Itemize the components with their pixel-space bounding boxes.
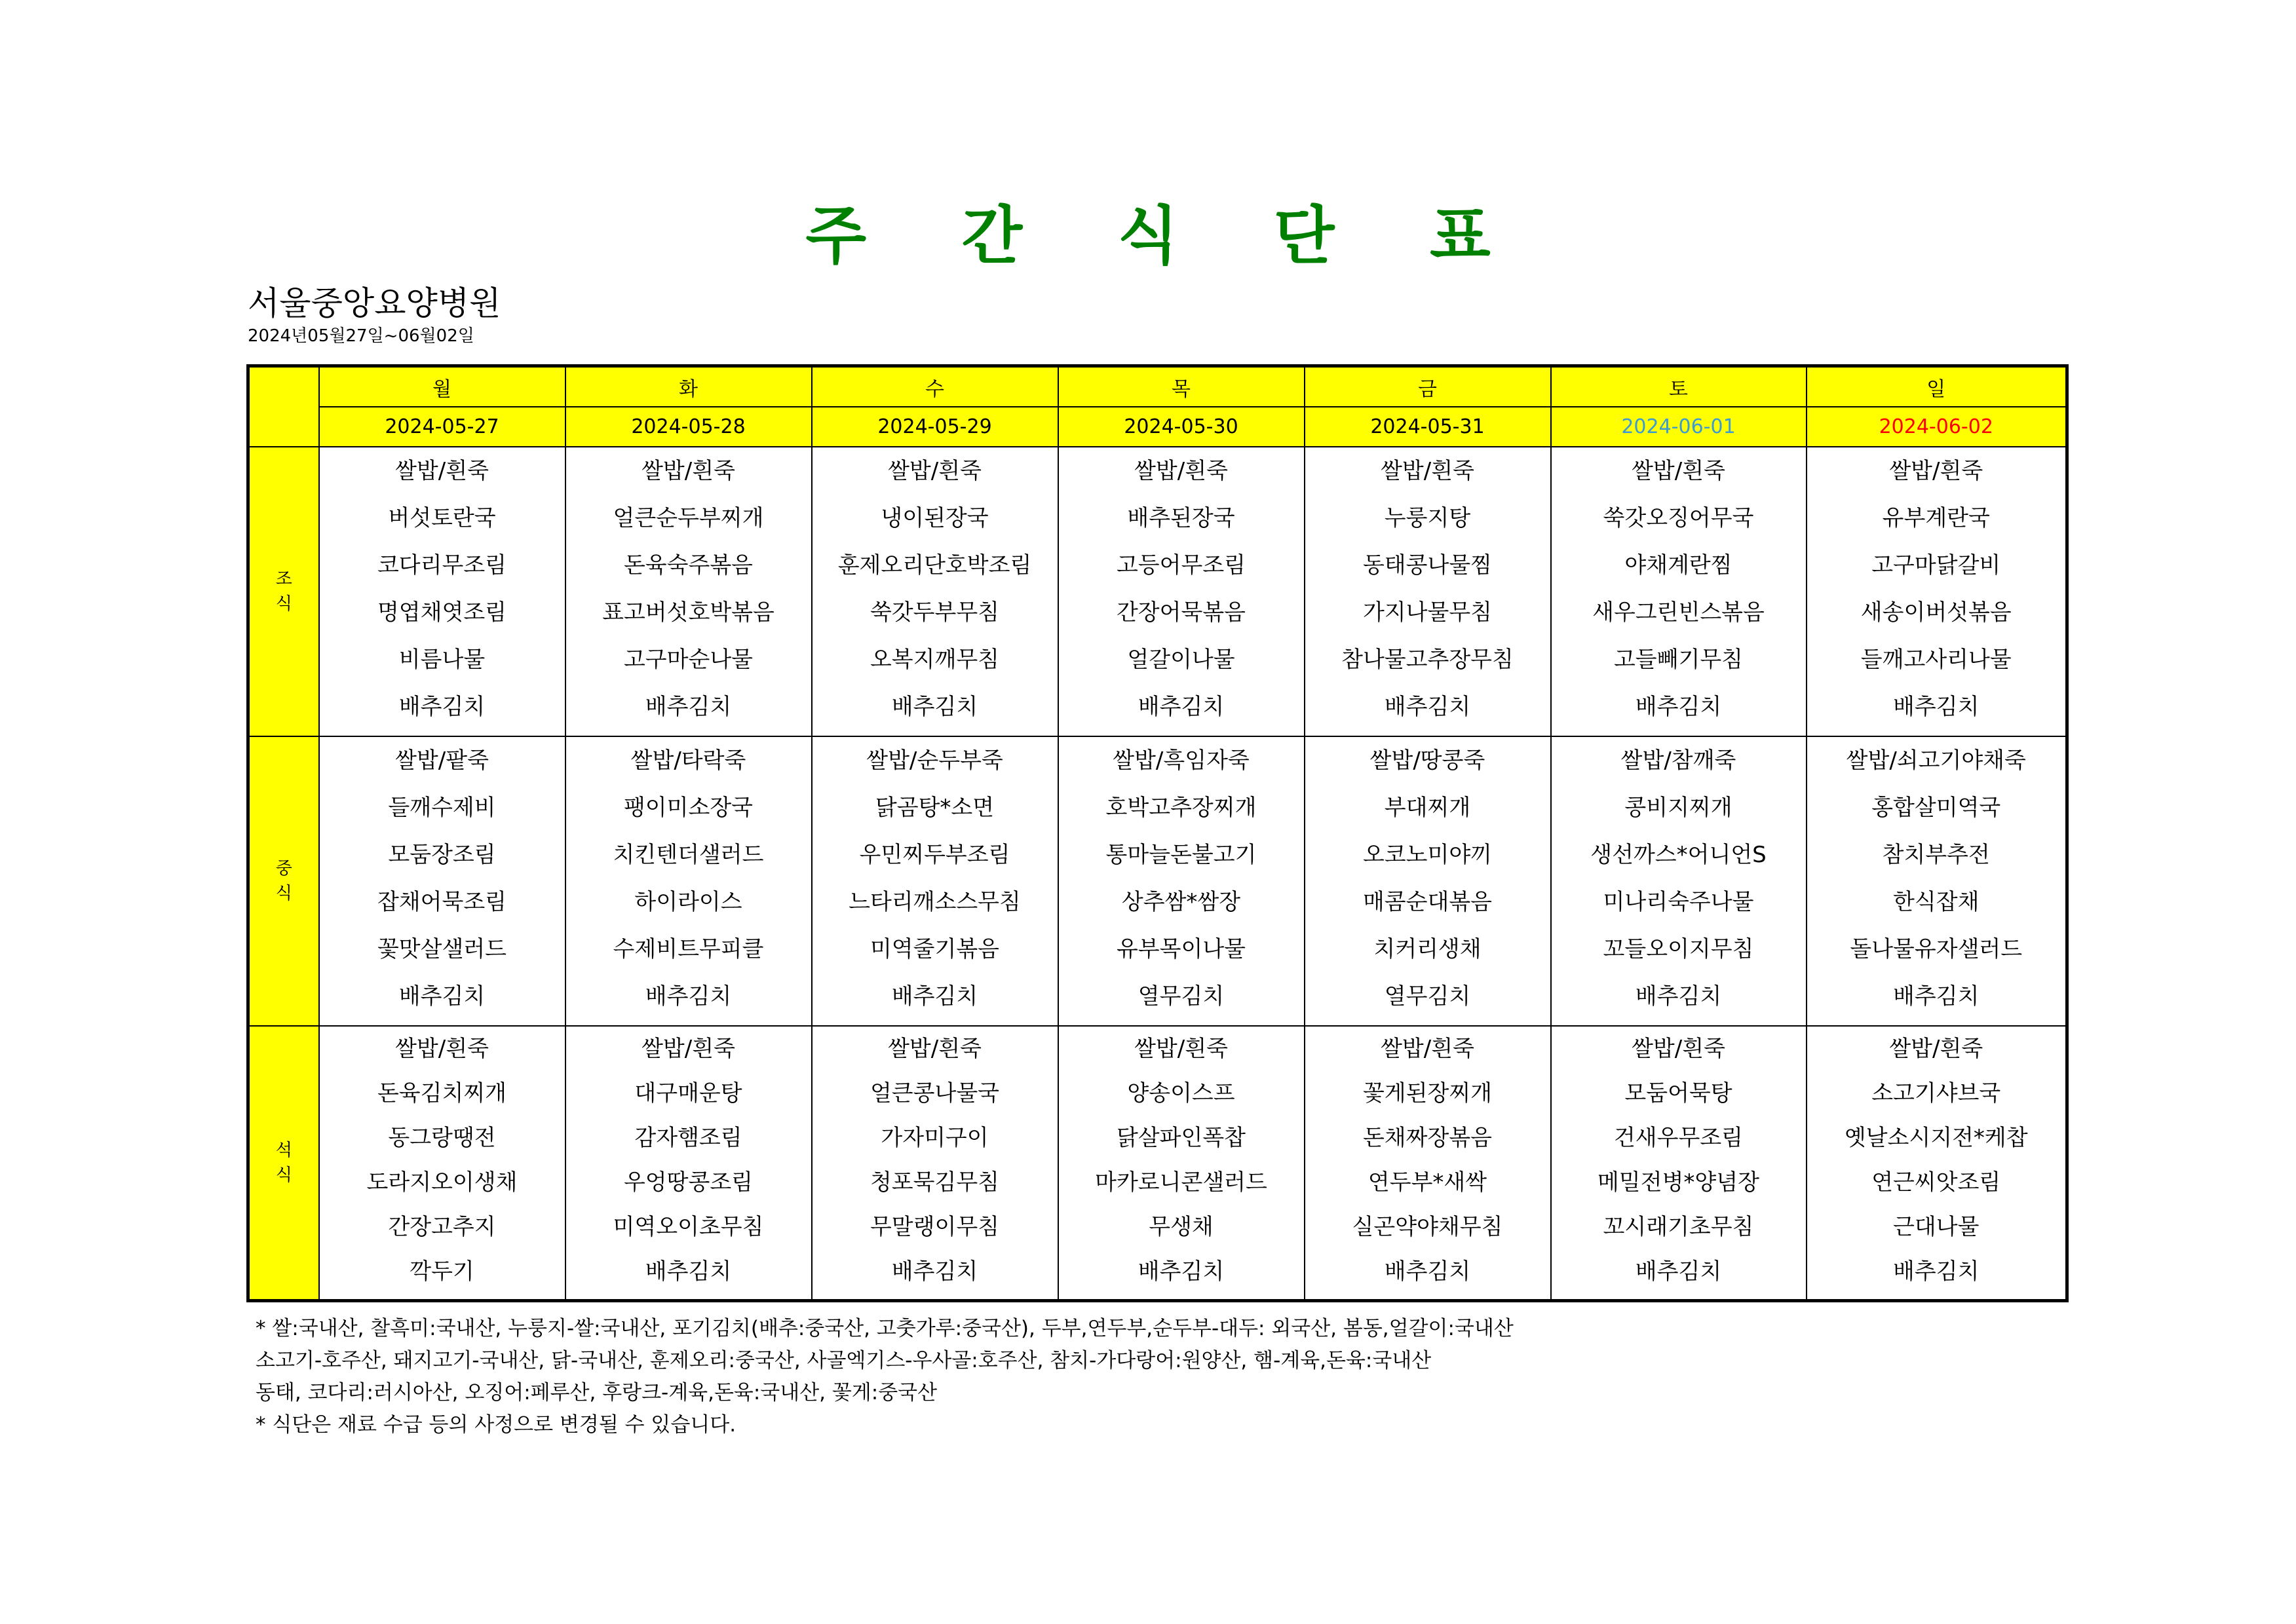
menu-item: 쑥갓두부무침 — [870, 599, 1000, 626]
menu-item: 쌀밥/흰죽 — [641, 458, 735, 485]
menu-item: 쌀밥/땅콩죽 — [1369, 747, 1485, 774]
menu-item: 배추김치 — [1893, 1258, 1980, 1285]
menu-item: 돌나물유자샐러드 — [1850, 936, 2023, 963]
menu-item: 소고기샤브국 — [1871, 1080, 2001, 1107]
menu-item: 가자미구이 — [881, 1125, 989, 1152]
day-date: 2024-05-28 — [565, 407, 812, 447]
menu-item: 양송이스프 — [1127, 1080, 1235, 1107]
menu-item: 수제비트무피클 — [613, 936, 764, 963]
day-name: 토 — [1551, 366, 1807, 407]
day-name: 월 — [319, 366, 565, 407]
menu-item: 배추김치 — [645, 1258, 732, 1285]
menu-item: 치커리생채 — [1373, 936, 1482, 963]
menu-item: 쌀밥/흰죽 — [1632, 458, 1725, 485]
meal-row — [248, 1026, 2067, 1300]
menu-item: 무생채 — [1149, 1214, 1214, 1241]
menu-item: 얼갈이나물 — [1127, 647, 1235, 673]
menu-item: 얼큰순두부찌개 — [613, 505, 764, 532]
menu-cell — [1305, 447, 1551, 736]
menu-item: 매콤순대볶음 — [1362, 889, 1493, 916]
menu-item: 쌀밥/타락죽 — [630, 747, 746, 774]
day-name-row — [248, 366, 2067, 407]
menu-item: 간장어묵볶음 — [1116, 599, 1246, 626]
menu-item: 돈육김치찌개 — [377, 1080, 507, 1107]
menu-item: 닭살파인폭찹 — [1116, 1125, 1246, 1152]
menu-item: 열무김치 — [1138, 983, 1225, 1010]
menu-item: 열무김치 — [1384, 983, 1471, 1010]
menu-item: 감자햄조림 — [634, 1125, 742, 1152]
menu-item: 표고버섯호박볶음 — [602, 599, 775, 626]
hospital-name: 서울중앙요양병원 — [248, 284, 501, 322]
menu-item: 훈제오리단호박조림 — [837, 552, 1032, 579]
menu-item: 배추김치 — [891, 1258, 978, 1285]
menu-item: 고구마닭갈비 — [1871, 552, 2001, 579]
meal-row — [248, 447, 2067, 736]
menu-item: 명엽채엿조림 — [377, 599, 507, 626]
note-line: * 쌀:국내산, 찰흑미:국내산, 누룽지-쌀:국내산, 포기김치(배추:중국산, 고춧가루:중국산), 두부,연두부,순두부-대두: 외국산, 봄동,얼갈이:국내산 — [256, 1317, 1514, 1340]
day-name: 금 — [1305, 366, 1551, 407]
menu-cell — [1551, 1026, 1807, 1300]
menu-item: 쌀밥/흰죽 — [888, 458, 982, 485]
menu-cell — [319, 1026, 565, 1300]
menu-item: 우엉땅콩조림 — [623, 1169, 754, 1196]
menu-cell — [812, 736, 1058, 1026]
day-name: 화 — [565, 366, 812, 407]
menu-item: 부대찌개 — [1384, 795, 1471, 821]
day-name: 수 — [812, 366, 1058, 407]
menu-item: 미역오이초무침 — [613, 1214, 764, 1241]
menu-item: 유부목이나물 — [1116, 936, 1246, 963]
menu-item: 연두부*새싹 — [1368, 1169, 1487, 1196]
menu-item: 배추김치 — [1635, 1258, 1722, 1285]
menu-item: 배추된장국 — [1127, 505, 1235, 532]
menu-item: 버섯토란국 — [388, 505, 496, 532]
menu-item: 배추김치 — [1138, 694, 1225, 721]
menu-item: 잡채어묵조림 — [377, 889, 507, 916]
menu-item: 쌀밥/흰죽 — [1134, 458, 1228, 485]
menu-item: 옛날소시지전*케찹 — [1844, 1125, 2028, 1152]
menu-cell — [1305, 1026, 1551, 1300]
menu-cell — [1058, 736, 1305, 1026]
menu-cell — [1305, 736, 1551, 1026]
header-corner — [248, 366, 319, 447]
menu-cell — [565, 736, 812, 1026]
menu-item: 돈육숙주볶음 — [623, 552, 754, 579]
menu-item: 메밀전병*양념장 — [1598, 1169, 1759, 1196]
menu-item: 배추김치 — [645, 694, 732, 721]
menu-item: 유부계란국 — [1882, 505, 1990, 532]
menu-item: 배추김치 — [1384, 1258, 1471, 1285]
day-date: 2024-05-30 — [1058, 407, 1305, 447]
menu-item: 배추김치 — [398, 694, 486, 721]
menu-item: 고들빼기무침 — [1613, 647, 1744, 673]
menu-item: 야채계란찜 — [1624, 552, 1732, 579]
menu-item: 배추김치 — [645, 983, 732, 1010]
menu-item: 배추김치 — [891, 983, 978, 1010]
day-date: 2024-06-02 — [1807, 407, 2067, 447]
menu-item: 상추쌈*쌈장 — [1121, 889, 1241, 916]
menu-cell — [1807, 736, 2067, 1026]
menu-item: 고구마순나물 — [623, 647, 754, 673]
menu-item: 쌀밥/흰죽 — [395, 458, 489, 485]
menu-item: 쌀밥/팥죽 — [395, 747, 489, 774]
menu-item: 모둠어묵탕 — [1624, 1080, 1732, 1107]
menu-item: 깍두기 — [410, 1258, 474, 1285]
menu-item: 쌀밥/흑임자죽 — [1113, 747, 1250, 774]
menu-item: 배추김치 — [1138, 1258, 1225, 1285]
menu-item: 참치부추전 — [1882, 842, 1990, 869]
day-date: 2024-05-31 — [1305, 407, 1551, 447]
menu-item: 쌀밥/순두부죽 — [866, 747, 1003, 774]
page-title: 주 간 식 단 표 — [805, 199, 1527, 273]
menu-item: 고등어무조림 — [1116, 552, 1246, 579]
menu-item: 꽃게된장찌개 — [1362, 1080, 1493, 1107]
menu-item: 근대나물 — [1893, 1214, 1980, 1241]
menu-item: 배추김치 — [1384, 694, 1471, 721]
note-line: 소고기-호주산, 돼지고기-국내산, 닭-국내산, 훈제오리:중국산, 사골엑기스-우사골:호주산, 참치-가다랑어:원양산, 햄-계육,돈육:국내산 — [256, 1349, 1432, 1372]
note-line: 동태, 코다리:러시아산, 오징어:페루산, 후랑크-계육,돈육:국내산, 꽃게:중국산 — [256, 1381, 938, 1405]
menu-item: 오복지깨무침 — [870, 647, 1000, 673]
menu-item: 배추김치 — [398, 983, 486, 1010]
menu-item: 홍합살미역국 — [1871, 795, 2001, 821]
menu-item: 꼬들오이지무침 — [1603, 936, 1754, 963]
meal-label: 석 식 — [248, 1026, 319, 1300]
meal-row — [248, 736, 2067, 1026]
menu-cell — [1551, 736, 1807, 1026]
menu-item: 미역줄기볶음 — [870, 936, 1000, 963]
menu-item: 팽이미소장국 — [623, 795, 754, 821]
menu-item: 가지나물무침 — [1362, 599, 1493, 626]
menu-cell — [319, 447, 565, 736]
menu-cell — [319, 736, 565, 1026]
menu-item: 쌀밥/흰죽 — [1381, 458, 1474, 485]
origin-notes — [256, 1313, 1514, 1441]
menu-item: 쌀밥/흰죽 — [1632, 1036, 1725, 1063]
menu-item: 쌀밥/흰죽 — [1134, 1036, 1228, 1063]
menu-item: 쌀밥/참깨죽 — [1620, 747, 1736, 774]
day-date: 2024-06-01 — [1551, 407, 1807, 447]
menu-cell — [1058, 447, 1305, 736]
menu-item: 배추김치 — [1893, 694, 1980, 721]
menu-item: 냉이된장국 — [881, 505, 989, 532]
menu-item: 새우그린빈스볶음 — [1592, 599, 1765, 626]
menu-cell — [565, 447, 812, 736]
menu-item: 동그랑땡전 — [388, 1125, 496, 1152]
menu-item: 통마늘돈불고기 — [1105, 842, 1257, 869]
menu-item: 비름나물 — [398, 647, 486, 673]
note-line: * 식단은 재료 수급 등의 사정으로 변경될 수 있습니다. — [256, 1413, 737, 1437]
menu-item: 배추김치 — [1635, 983, 1722, 1010]
menu-item: 꼬시래기초무침 — [1603, 1214, 1754, 1241]
menu-item: 콩비지찌개 — [1624, 795, 1732, 821]
menu-item: 대구매운탕 — [634, 1080, 742, 1107]
menu-item: 연근씨앗조림 — [1871, 1169, 2001, 1196]
menu-item: 쌀밥/흰죽 — [1889, 458, 1983, 485]
menu-item: 배추김치 — [891, 694, 978, 721]
menu-cell — [812, 447, 1058, 736]
menu-item: 쌀밥/흰죽 — [395, 1036, 489, 1063]
menu-item: 새송이버섯볶음 — [1860, 599, 2012, 626]
menu-cell — [565, 1026, 812, 1300]
menu-item: 청포묵김무침 — [870, 1169, 1000, 1196]
menu-item: 하이라이스 — [634, 889, 742, 916]
menu-item: 참나물고추장무침 — [1341, 647, 1514, 673]
menu-cell — [812, 1026, 1058, 1300]
menu-item: 치킨텐더샐러드 — [613, 842, 764, 869]
menu-item: 생선까스*어니언S — [1590, 842, 1767, 869]
menu-item: 누룽지탕 — [1384, 505, 1471, 532]
date-row — [248, 407, 2067, 447]
day-date: 2024-05-27 — [319, 407, 565, 447]
menu-item: 들깨고사리나물 — [1860, 647, 2012, 673]
menu-item: 돈채짜장볶음 — [1362, 1125, 1493, 1152]
menu-item: 도라지오이생채 — [366, 1169, 518, 1196]
menu-item: 얼큰콩나물국 — [870, 1080, 1000, 1107]
menu-cell — [1807, 1026, 2067, 1300]
menu-item: 쑥갓오징어무국 — [1603, 505, 1754, 532]
menu-item: 느타리깨소스무침 — [849, 889, 1021, 916]
menu-item: 모둠장조림 — [388, 842, 496, 869]
menu-item: 들깨수제비 — [388, 795, 496, 821]
menu-item: 코다리무조림 — [377, 552, 507, 579]
menu-item: 동태콩나물찜 — [1362, 552, 1493, 579]
menu-item: 배추김치 — [1893, 983, 1980, 1010]
menu-item: 건새우무조림 — [1613, 1125, 1744, 1152]
menu-item: 쌀밥/흰죽 — [1889, 1036, 1983, 1063]
day-name: 목 — [1058, 366, 1305, 407]
menu-period: 2024년05월27일~06월02일 — [248, 326, 474, 346]
menu-item: 호박고추장찌개 — [1105, 795, 1257, 821]
menu-item: 꽃맛살샐러드 — [377, 936, 507, 963]
day-name: 일 — [1807, 366, 2067, 407]
menu-item: 쌀밥/흰죽 — [1381, 1036, 1474, 1063]
menu-item: 닭곰탕*소면 — [875, 795, 995, 821]
menu-item: 미나리숙주나물 — [1603, 889, 1754, 916]
menu-cell — [1551, 447, 1807, 736]
menu-cell — [1807, 447, 2067, 736]
menu-item: 간장고추지 — [388, 1214, 496, 1241]
day-date: 2024-05-29 — [812, 407, 1058, 447]
menu-item: 쌀밥/흰죽 — [888, 1036, 982, 1063]
menu-item: 쌀밥/흰죽 — [641, 1036, 735, 1063]
menu-item: 한식잡채 — [1893, 889, 1980, 916]
weekly-menu-table — [246, 364, 2069, 1302]
meal-label: 조 식 — [248, 447, 319, 736]
menu-item: 오코노미야끼 — [1362, 842, 1493, 869]
menu-item: 쌀밥/쇠고기야채죽 — [1846, 747, 2026, 774]
menu-item: 우민찌두부조림 — [859, 842, 1010, 869]
menu-item: 실곤약야채무침 — [1352, 1214, 1503, 1241]
menu-cell — [1058, 1026, 1305, 1300]
menu-item: 무말랭이무침 — [870, 1214, 1000, 1241]
meal-label: 중 식 — [248, 736, 319, 1026]
menu-item: 마카로니콘샐러드 — [1095, 1169, 1267, 1196]
menu-item: 배추김치 — [1635, 694, 1722, 721]
